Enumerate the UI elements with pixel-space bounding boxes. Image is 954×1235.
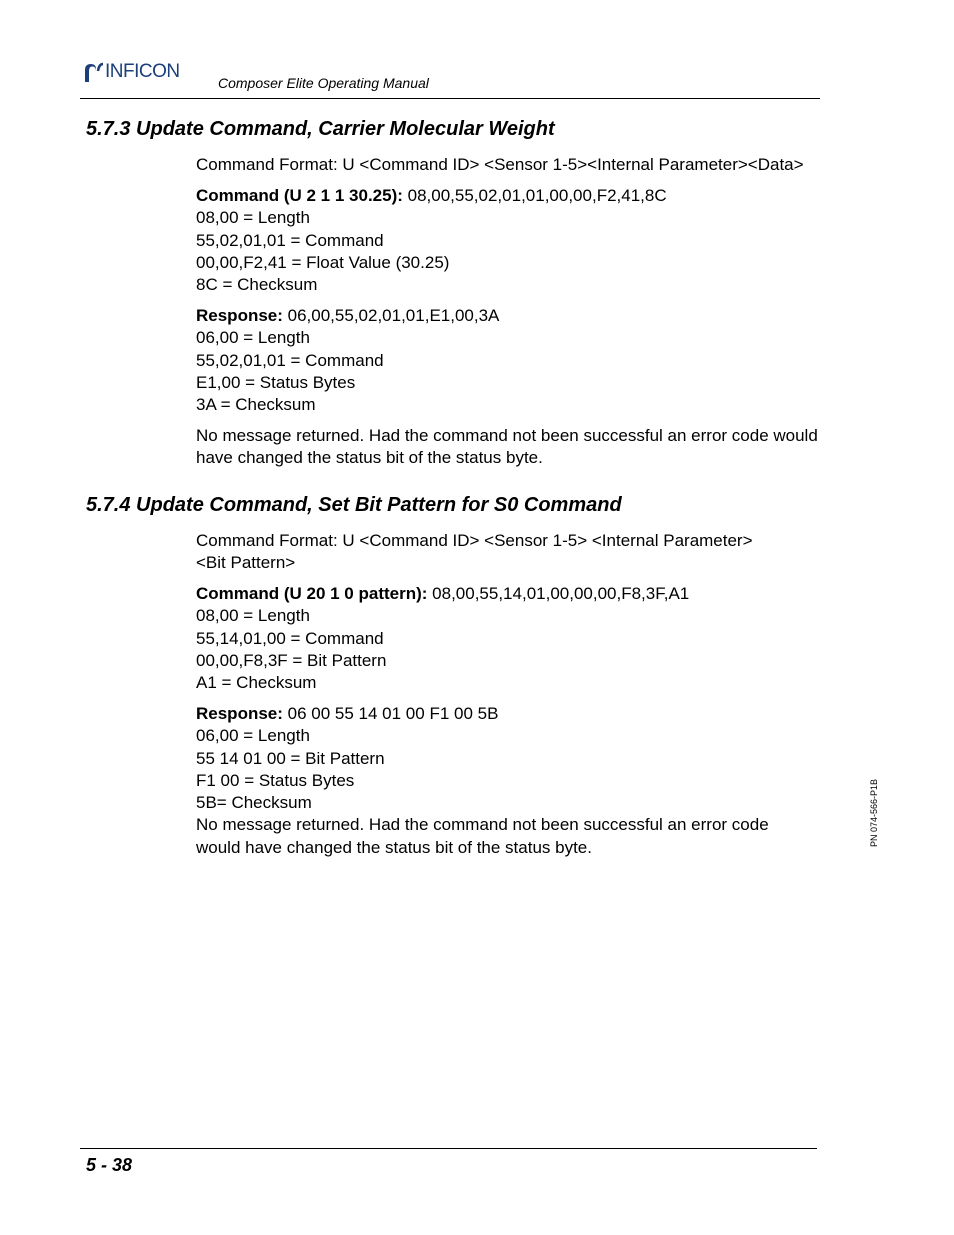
breakdown-line: E1,00 = Status Bytes <box>196 372 356 392</box>
section-heading-573: 5.7.3 Update Command, Carrier Molecular Weight <box>86 118 555 140</box>
response-line <box>196 305 818 327</box>
response-value: 06 00 55 14 01 00 F1 00 5B <box>282 704 499 723</box>
manual-title: Composer Elite Operating Manual <box>218 75 429 91</box>
command-format-574 <box>196 530 818 575</box>
response-block-573 <box>196 305 818 416</box>
command-format-line1: Command Format: U <Command ID> <Sensor 1-5> <Internal Parameter> <box>196 531 753 550</box>
breakdown-line: 55,02,01,01 = Command <box>196 230 384 250</box>
breakdown-line: 08,00 = Length <box>196 208 310 228</box>
command-block-573 <box>196 185 818 296</box>
note-line1: No message returned. Had the command not been successful an error code <box>196 815 769 835</box>
response-breakdown <box>196 327 818 416</box>
note-573 <box>196 425 820 470</box>
command-label: Command (U 2 1 1 30.25): <box>196 186 403 205</box>
command-value: 08,00,55,14,01,00,00,00,F8,3F,A1 <box>427 584 690 603</box>
page-number: 5 - 38 <box>86 1155 133 1175</box>
command-line <box>196 185 818 207</box>
breakdown-line: 06,00 = Length <box>196 328 310 348</box>
breakdown-line: 55,14,01,00 = Command <box>196 628 384 648</box>
response-line <box>196 703 818 725</box>
inficon-logo <box>82 60 180 84</box>
command-format-text: Command Format: U <Command ID> <Sensor 1-5><Internal Parameter><Data> <box>196 155 804 174</box>
inficon-logo-mark-icon <box>82 61 104 83</box>
logo-text: INFICON <box>105 61 180 82</box>
breakdown-line: F1 00 = Status Bytes <box>196 770 355 790</box>
response-label: Response: <box>196 306 283 325</box>
breakdown-line: 06,00 = Length <box>196 726 310 746</box>
response-label: Response: <box>196 704 283 723</box>
response-value: 06,00,55,02,01,01,E1,00,3A <box>282 306 500 325</box>
breakdown-line: A1 = Checksum <box>196 673 317 693</box>
note-line2: would have changed the status bit of the status byte. <box>196 837 592 857</box>
command-value: 08,00,55,02,01,01,00,00,F2,41,8C <box>402 186 667 205</box>
command-line <box>196 583 818 605</box>
command-breakdown <box>196 207 818 296</box>
breakdown-line: 55 14 01 00 = Bit Pattern <box>196 748 385 768</box>
response-breakdown <box>196 725 818 814</box>
breakdown-line: 5B= Checksum <box>196 793 312 813</box>
command-block-574 <box>196 583 818 694</box>
command-format-line2: <Bit Pattern> <box>196 553 296 573</box>
command-breakdown <box>196 605 818 694</box>
breakdown-line: 8C = Checksum <box>196 275 318 295</box>
footer-divider <box>80 1148 817 1149</box>
header-divider <box>80 98 820 99</box>
breakdown-line: 00,00,F2,41 = Float Value (30.25) <box>196 252 450 272</box>
response-block-574 <box>196 703 818 859</box>
command-format-573 <box>196 154 818 176</box>
breakdown-line: 00,00,F8,3F = Bit Pattern <box>196 650 387 670</box>
command-label: Command (U 20 1 0 pattern): <box>196 584 428 603</box>
breakdown-line: 08,00 = Length <box>196 606 310 626</box>
breakdown-line: 3A = Checksum <box>196 395 316 415</box>
breakdown-line: 55,02,01,01 = Command <box>196 350 384 370</box>
section-heading-574: 5.7.4 Update Command, Set Bit Pattern for S0 Command <box>86 494 622 516</box>
part-number-side-note: PN 074-566-P1B <box>869 778 879 848</box>
note-text: No message returned. Had the command not been successful an error code would have changed the status bit of the status byte. <box>196 426 818 468</box>
